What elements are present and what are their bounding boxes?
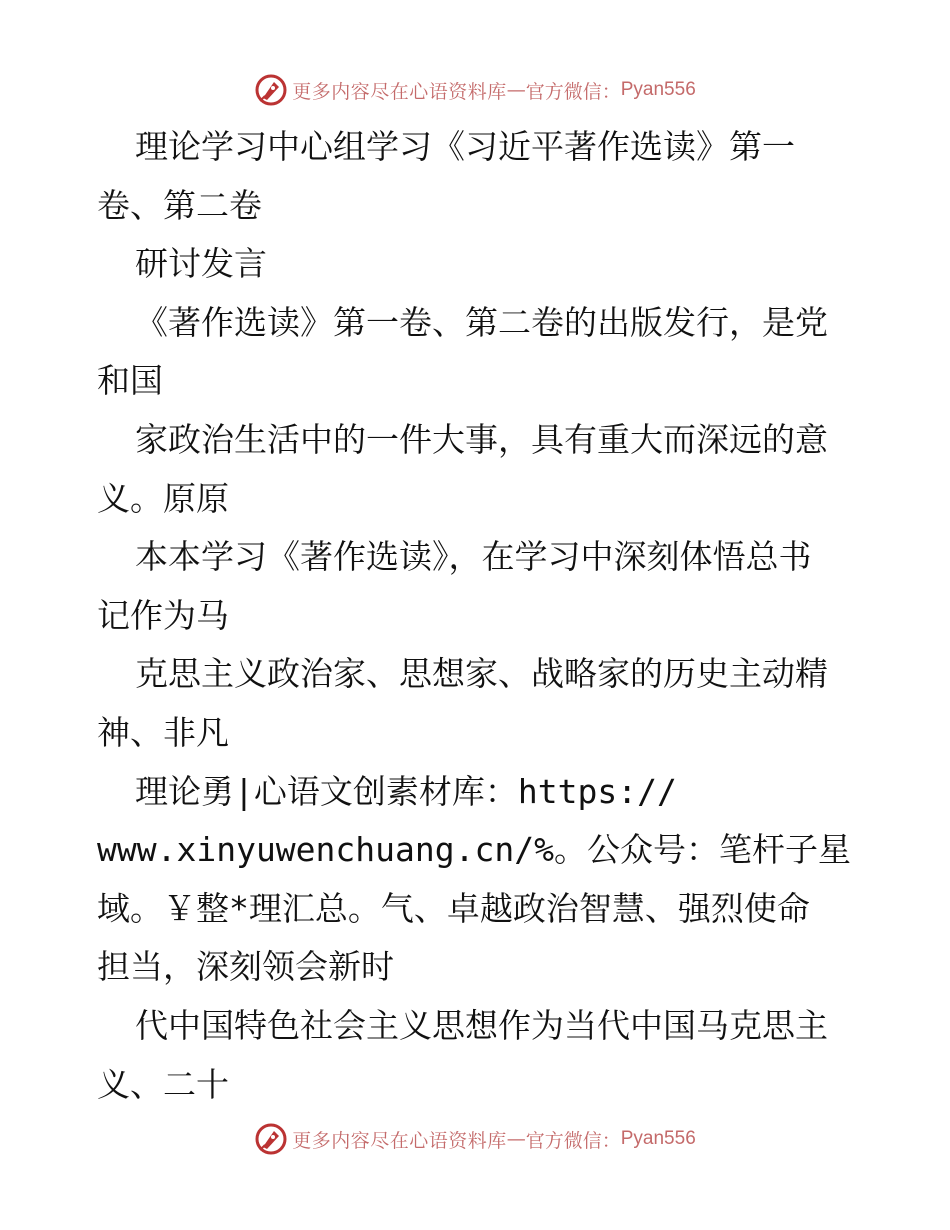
- watermark-main-text: 更多内容尽在心语资料库: [292, 1129, 507, 1152]
- pen-nib-logo-icon: [254, 73, 288, 107]
- text-line: 理论学习中心组学习《习近平著作选读》第一: [135, 127, 795, 166]
- watermark-wechat-id: Pyan556: [620, 1128, 696, 1149]
- watermark-separator: —: [506, 79, 526, 101]
- watermark-separator: —: [506, 1128, 526, 1150]
- text-line: 担当，深刻领会新时: [97, 947, 394, 987]
- text-line: 《著作选读》第一卷、第二卷的出版发行，是党: [135, 302, 828, 342]
- watermark-wechat-id: Pyan556: [620, 79, 696, 100]
- watermark-wechat-label: 官方微信：: [525, 80, 621, 103]
- text-line: 理论勇|心语文创素材库：https://: [135, 771, 677, 811]
- text-line: 神、非凡: [97, 712, 229, 752]
- text-line: 义、二十: [97, 1064, 229, 1104]
- text-line: 义。原原: [97, 478, 229, 518]
- text-line: 克思主义政治家、思想家、战略家的历史主动精: [135, 654, 828, 694]
- watermark-main-text: 更多内容尽在心语资料库: [292, 80, 507, 103]
- text-line: 本本学习《著作选读》，在学习中深刻体悟总书: [135, 537, 812, 577]
- text-line: 和国: [97, 361, 163, 401]
- text-line: 家政治生活中的一件大事，具有重大而深远的意: [135, 419, 828, 459]
- watermark-wechat-label: 官方微信：: [525, 1129, 621, 1152]
- pen-nib-logo-icon: [254, 1122, 288, 1156]
- watermark-footer: [0, 1119, 950, 1159]
- text-line: 研讨发言: [135, 244, 267, 284]
- watermark-header: [0, 70, 950, 110]
- text-line: 记作为马: [97, 595, 229, 635]
- text-line: 代中国特色社会主义思想作为当代中国马克思主: [135, 1005, 828, 1045]
- text-line: www.xinyuwenchuang.cn/%。公众号：笔杆子星: [97, 830, 851, 870]
- document-body: [97, 118, 877, 1114]
- text-line: 域。￥整*理汇总。气、卓越政治智慧、强烈使命: [97, 888, 810, 928]
- text-line: 卷、第二卷: [97, 185, 262, 225]
